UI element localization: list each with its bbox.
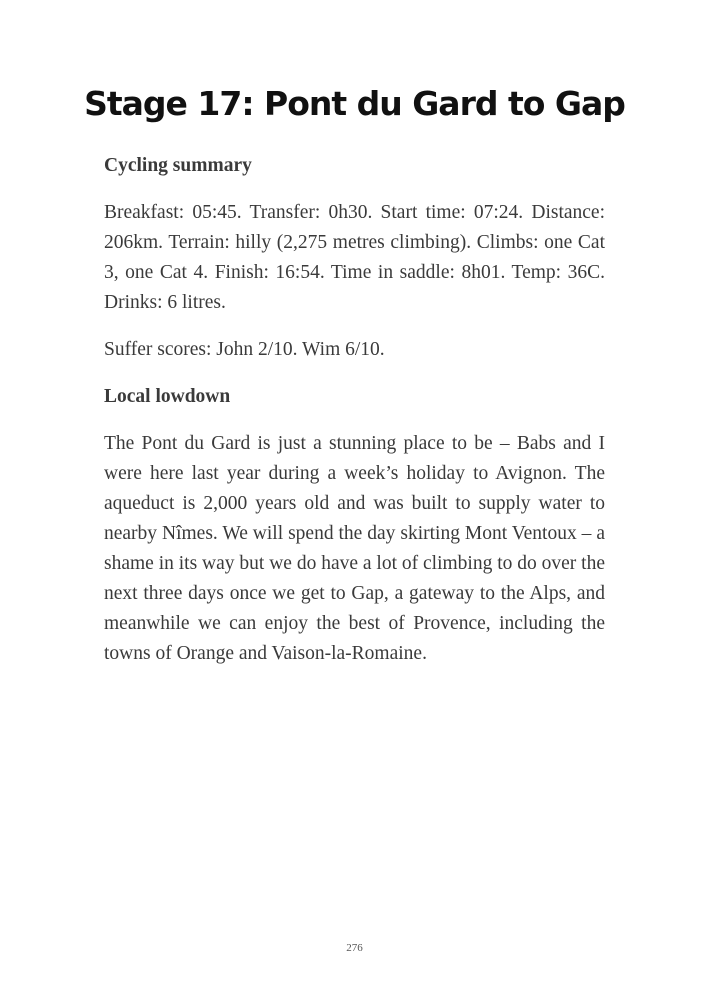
cycling-summary-heading: Cycling summary bbox=[104, 155, 252, 176]
page-title: Stage 17: Pont du Gard to Gap bbox=[84, 84, 625, 123]
page-content bbox=[104, 151, 605, 686]
local-lowdown-body: The Pont du Gard is just a stunning place to be – Babs and I were here last year during a week’s holiday to Avignon. The aqueduct is 2,000 years old and was built to supply water to nearby Nîmes. We will spend the day skirting Mont Ventoux – a shame in its way but we do have a lot of climbing to do over the next three days once we get to Gap, a gateway to the Alps, and meanwhile we can enjoy the best of Provence, including the towns of Orange and Vaison-la-Romaine. bbox=[104, 433, 605, 664]
suffer-scores: Suffer scores: John 2/10. Wim 6/10. bbox=[104, 339, 385, 360]
cycling-summary-details: Breakfast: 05:45. Transfer: 0h30. Start time: 07:24. Distance: 206km. Terrain: hilly (2,275 metres climbing). Climbs: one Cat 3, one Cat 4. Finish: 16:54. Time in saddle: 8h01. Temp: 36C. Drinks: 6 litres. bbox=[104, 202, 605, 313]
page-number: 276 bbox=[346, 942, 363, 954]
local-lowdown-heading: Local lowdown bbox=[104, 386, 231, 407]
